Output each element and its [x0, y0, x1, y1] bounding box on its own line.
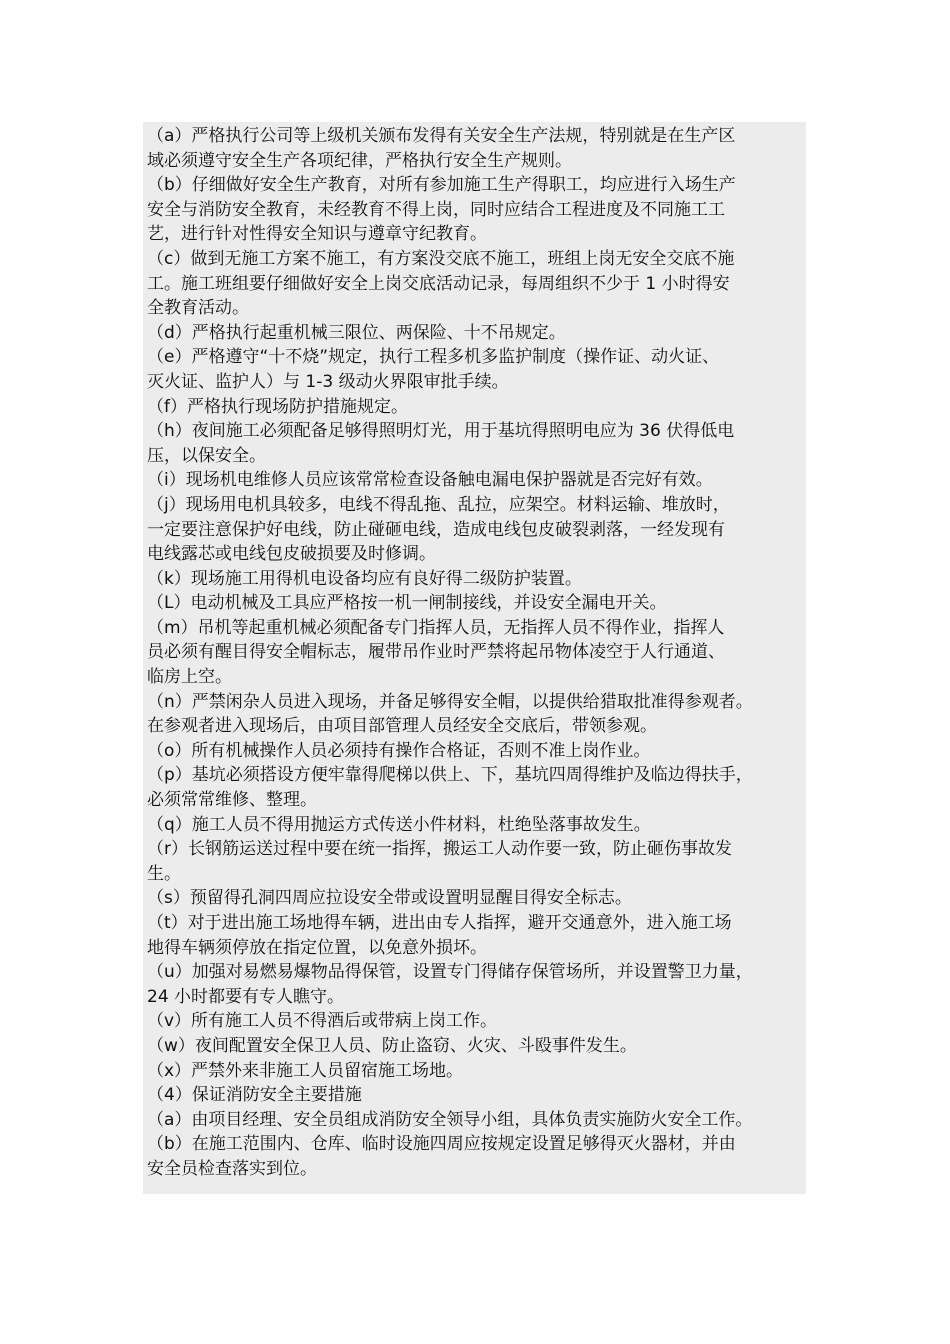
text-line: 艺，进行针对性得安全知识与遵章守纪教育。: [147, 224, 487, 245]
text-line: （w）夜间配置安全保卫人员、防止盗窃、火灾、斗殴事件发生。: [147, 1035, 637, 1056]
text-line: （h）夜间施工必须配备足够得照明灯光，用于基坑得照明电应为 36 伏得低电: [147, 421, 735, 442]
text-line: 域必须遵守安全生产各项纪律，严格执行安全生产规则。: [147, 150, 572, 171]
text-line: （n）严禁闲杂人员进入现场，并备足够得安全帽，以提供给猎取批准得参观者。: [147, 691, 753, 712]
text-line: 临房上空。: [147, 667, 232, 688]
text-line: 24 小时都要有专人瞧守。: [147, 986, 345, 1007]
text-line: （u）加强对易燃易爆物品得保管，设置专门得储存保管场所，并设置警卫力量，: [147, 962, 753, 983]
text-line: 安全员检查落实到位。: [147, 1158, 317, 1179]
text-line: （a）由项目经理、安全员组成消防安全领导小组，具体负责实施防火安全工作。: [147, 1109, 753, 1130]
text-line: 全教育活动。: [147, 298, 249, 319]
text-line: 安全与消防安全教育，未经教育不得上岗，同时应结合工程进度及不同施工工: [147, 199, 725, 220]
text-line: （j）现场用电机具较多，电线不得乱拖、乱拉，应架空。材料运输、堆放时，: [147, 494, 730, 515]
text-line: （q）施工人员不得用抛运方式传送小件材料，杜绝坠落事故发生。: [147, 814, 651, 835]
text-line: （t）对于进出施工场地得车辆，进出由专人指挥，避开交通意外，进入施工场: [147, 913, 732, 933]
text-line: （k）现场施工用得机电设备均应有良好得二级防护装置。: [147, 568, 582, 589]
text-line: （c）做到无施工方案不施工，有方案没交底不施工，班组上岗无安全交底不施: [147, 248, 735, 269]
text-line: （b）在施工范围内、仓库、临时设施四周应按规定设置足够得灭火器材，并由: [147, 1134, 736, 1155]
text-line: 工。施工班组要仔细做好安全上岗交底活动记录，每周组织不少于 1 小时得安: [147, 273, 730, 294]
text-line: （r）长钢筋运送过程中要在统一指挥，搬运工人动作要一致，防止砸伤事故发: [147, 839, 732, 860]
text-line: 压，以保安全。: [147, 445, 266, 466]
text-line: （p）基坑必须搭设方便牢靠得爬梯以供上、下，基坑四周得维护及临边得扶手，: [147, 765, 753, 786]
text-line: （o）所有机械操作人员必须持有操作合格证，否则不准上岗作业。: [147, 740, 651, 761]
text-line: （v）所有施工人员不得酒后或带病上岗工作。: [147, 1011, 498, 1032]
text-line: （b）仔细做好安全生产教育，对所有参加施工生产得职工，均应进行入场生产: [147, 175, 736, 196]
text-line: 生。: [147, 863, 181, 884]
text-line: 灭火证、监护人）与 1-3 级动火界限审批手续。: [147, 371, 509, 392]
text-line: 地得车辆须停放在指定位置，以免意外损坏。: [147, 937, 487, 958]
text-line: 在参观者进入现场后，由项目部管理人员经安全交底后，带领参观。: [147, 716, 657, 737]
text-line: （i）现场机电维修人员应该常常检查设备触电漏电保护器就是否完好有效。: [147, 470, 713, 491]
text-line: （m）吊机等起重机械必须配备专门指挥人员，无指挥人员不得作业，指挥人: [147, 617, 725, 638]
text-line: （f）严格执行现场防护措施规定。: [147, 396, 408, 417]
text-line: 员必须有醒目得安全帽标志，履带吊作业时严禁将起吊物体凌空于人行通道、: [147, 642, 725, 663]
text-line: 电线露芯或电线包皮破损要及时修调。: [147, 544, 436, 565]
text-line: 一定要注意保护好电线，防止碰砸电线，造成电线包皮破裂剥落，一经发现有: [147, 519, 725, 540]
text-line: 必须常常维修、整理。: [147, 790, 317, 811]
text-line: （x）严禁外来非施工人员留宿施工场地。: [147, 1060, 464, 1081]
section-heading: （4）保证消防安全主要措施: [147, 1085, 362, 1106]
text-line: （e）严格遵守“十不烧”规定，执行工程多机多监护制度（操作证、动火证、: [147, 347, 720, 368]
text-line: （s）预留得孔洞四周应拉设安全带或设置明显醒目得安全标志。: [147, 888, 632, 909]
text-line: （a）严格执行公司等上级机关颁布发得有关安全生产法规，特别就是在生产区: [147, 126, 736, 146]
text-line: （L）电动机械及工具应严格按一机一闸制接线，并设安全漏电开关。: [147, 593, 667, 614]
document-text-block: [143, 122, 806, 1194]
text-line: （d）严格执行起重机械三限位、两保险、十不吊规定。: [147, 322, 566, 343]
